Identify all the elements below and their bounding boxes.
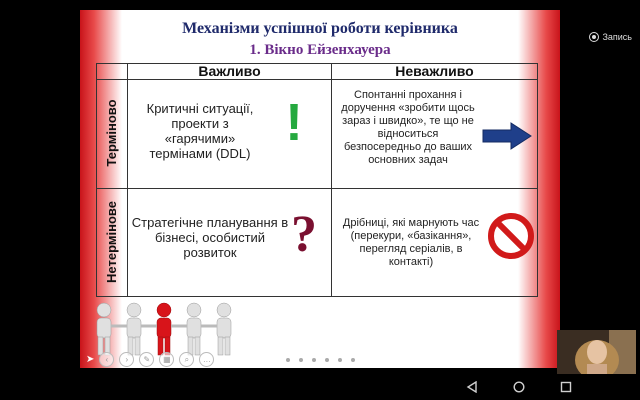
cell-urgent-unimportant: Спонтанні прохання і доручення «зробити щось зараз і швидко», те що не відноситься безпосередньо до ваших основних задач bbox=[341, 89, 475, 166]
cell-urgent-important: Критичні ситуації, проекти з «гарячими» термінами (DDL) bbox=[146, 101, 254, 161]
page-dot[interactable] bbox=[299, 358, 303, 362]
cell-not-urgent-unimportant: Дрібниці, які марнують час (перекури, «базікання», перегляд серіалів, в контакті) bbox=[342, 217, 480, 268]
person-video-frame bbox=[557, 330, 636, 374]
people-chain-figure bbox=[88, 300, 248, 360]
slide-subtitle: 1. Вікно Ейзенхауера bbox=[249, 42, 391, 58]
page-dot[interactable] bbox=[351, 358, 355, 362]
recents-icon[interactable] bbox=[560, 381, 572, 393]
pointer-icon[interactable]: ➤ bbox=[86, 354, 95, 365]
next-slide-icon[interactable]: › bbox=[119, 352, 134, 367]
zoom-icon[interactable]: ⌕ bbox=[179, 352, 194, 367]
page-dot[interactable] bbox=[312, 358, 316, 362]
right-arrow-icon bbox=[481, 121, 533, 151]
question-icon: ? bbox=[291, 206, 317, 263]
slide-title: Механізми успішної роботи керівника bbox=[182, 20, 458, 37]
eisenhower-matrix bbox=[96, 63, 538, 297]
row-header-not-urgent: Нетермінове bbox=[104, 201, 119, 283]
exclamation-icon: ! bbox=[285, 94, 303, 152]
page-dot[interactable] bbox=[286, 358, 290, 362]
back-icon[interactable] bbox=[466, 381, 478, 393]
col-header-unimportant: Неважливо bbox=[395, 63, 474, 79]
webcam-preview[interactable] bbox=[557, 330, 636, 374]
slides-icon[interactable]: ▦ bbox=[159, 352, 174, 367]
presentation-slide bbox=[80, 10, 560, 368]
col-header-important: Важливо bbox=[198, 63, 261, 79]
row-header-urgent: Терміново bbox=[104, 99, 119, 167]
page-dot[interactable] bbox=[325, 358, 329, 362]
home-icon[interactable] bbox=[513, 381, 525, 393]
more-icon[interactable]: … bbox=[199, 352, 214, 367]
record-icon bbox=[589, 32, 599, 42]
recording-indicator[interactable] bbox=[589, 32, 632, 42]
presenter-toolbar bbox=[86, 352, 214, 367]
pen-icon[interactable]: ✎ bbox=[139, 352, 154, 367]
recording-label: Запись bbox=[602, 32, 632, 42]
page-indicator bbox=[286, 358, 355, 362]
page-dot[interactable] bbox=[338, 358, 342, 362]
cell-not-urgent-important: Стратегічне планування в бізнесі, особистий розвиток bbox=[131, 215, 289, 260]
prohibited-icon bbox=[488, 213, 534, 259]
prev-slide-icon[interactable]: ‹ bbox=[99, 352, 114, 367]
